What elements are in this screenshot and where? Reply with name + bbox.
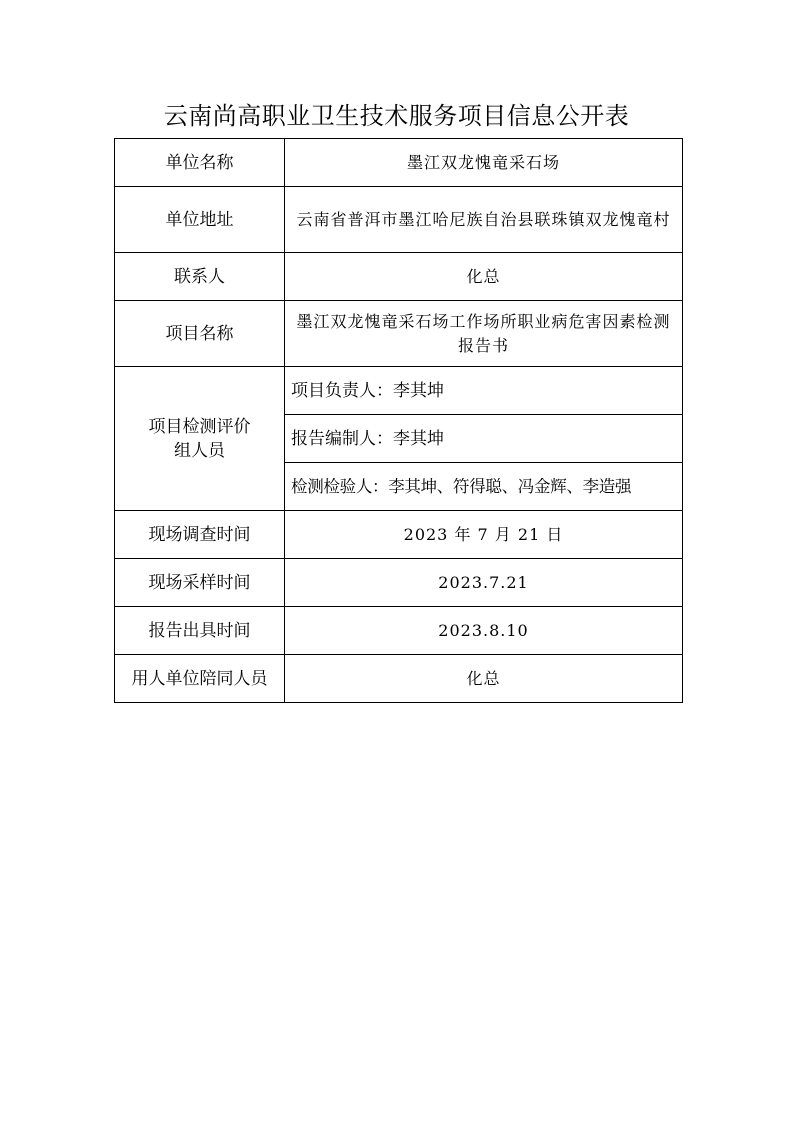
contact-label: 联系人 bbox=[115, 253, 285, 301]
sampling-time-label: 现场采样时间 bbox=[115, 559, 285, 607]
unit-name-value: 墨江双龙愧竜采石场 bbox=[285, 139, 683, 187]
table-row-escort bbox=[115, 655, 683, 703]
project-info-table bbox=[114, 138, 683, 703]
inspectors-value: 检测检验人：李其坤、符得聪、冯金辉、李造强 bbox=[285, 463, 683, 511]
escort-label: 用人单位陪同人员 bbox=[115, 655, 285, 703]
table-row-unit-name bbox=[115, 139, 683, 187]
survey-time-value: 2023 年 7 月 21 日 bbox=[285, 511, 683, 559]
table-row-contact bbox=[115, 253, 683, 301]
team-label bbox=[115, 367, 285, 511]
document-title: 云南尚高职业卫生技术服务项目信息公开表 bbox=[163, 102, 630, 130]
table-row-sampling-time bbox=[115, 559, 683, 607]
report-time-label: 报告出具时间 bbox=[115, 607, 285, 655]
unit-address-label: 单位地址 bbox=[115, 187, 285, 253]
table-row-project-name bbox=[115, 301, 683, 367]
escort-value: 化总 bbox=[285, 655, 683, 703]
table-row-unit-address bbox=[115, 187, 683, 253]
report-editor-value: 报告编制人：李其坤 bbox=[285, 415, 683, 463]
team-label-line2: 组人员 bbox=[174, 440, 225, 461]
unit-address-value: 云南省普洱市墨江哈尼族自治县联珠镇双龙愧竜村 bbox=[285, 187, 683, 253]
project-name-label: 项目名称 bbox=[115, 301, 285, 367]
sampling-time-value: 2023.7.21 bbox=[285, 559, 683, 607]
project-lead-value: 项目负责人：李其坤 bbox=[285, 367, 683, 415]
table-row-project-lead bbox=[115, 367, 683, 415]
survey-time-label: 现场调查时间 bbox=[115, 511, 285, 559]
report-time-value: 2023.8.10 bbox=[285, 607, 683, 655]
table-row-survey-time bbox=[115, 511, 683, 559]
team-label-line1: 项目检测评价 bbox=[148, 416, 251, 437]
contact-value: 化总 bbox=[285, 253, 683, 301]
project-name-value: 墨江双龙愧竜采石场工作场所职业病危害因素检测报告书 bbox=[285, 301, 683, 367]
table-row-report-time bbox=[115, 607, 683, 655]
unit-name-label: 单位名称 bbox=[115, 139, 285, 187]
